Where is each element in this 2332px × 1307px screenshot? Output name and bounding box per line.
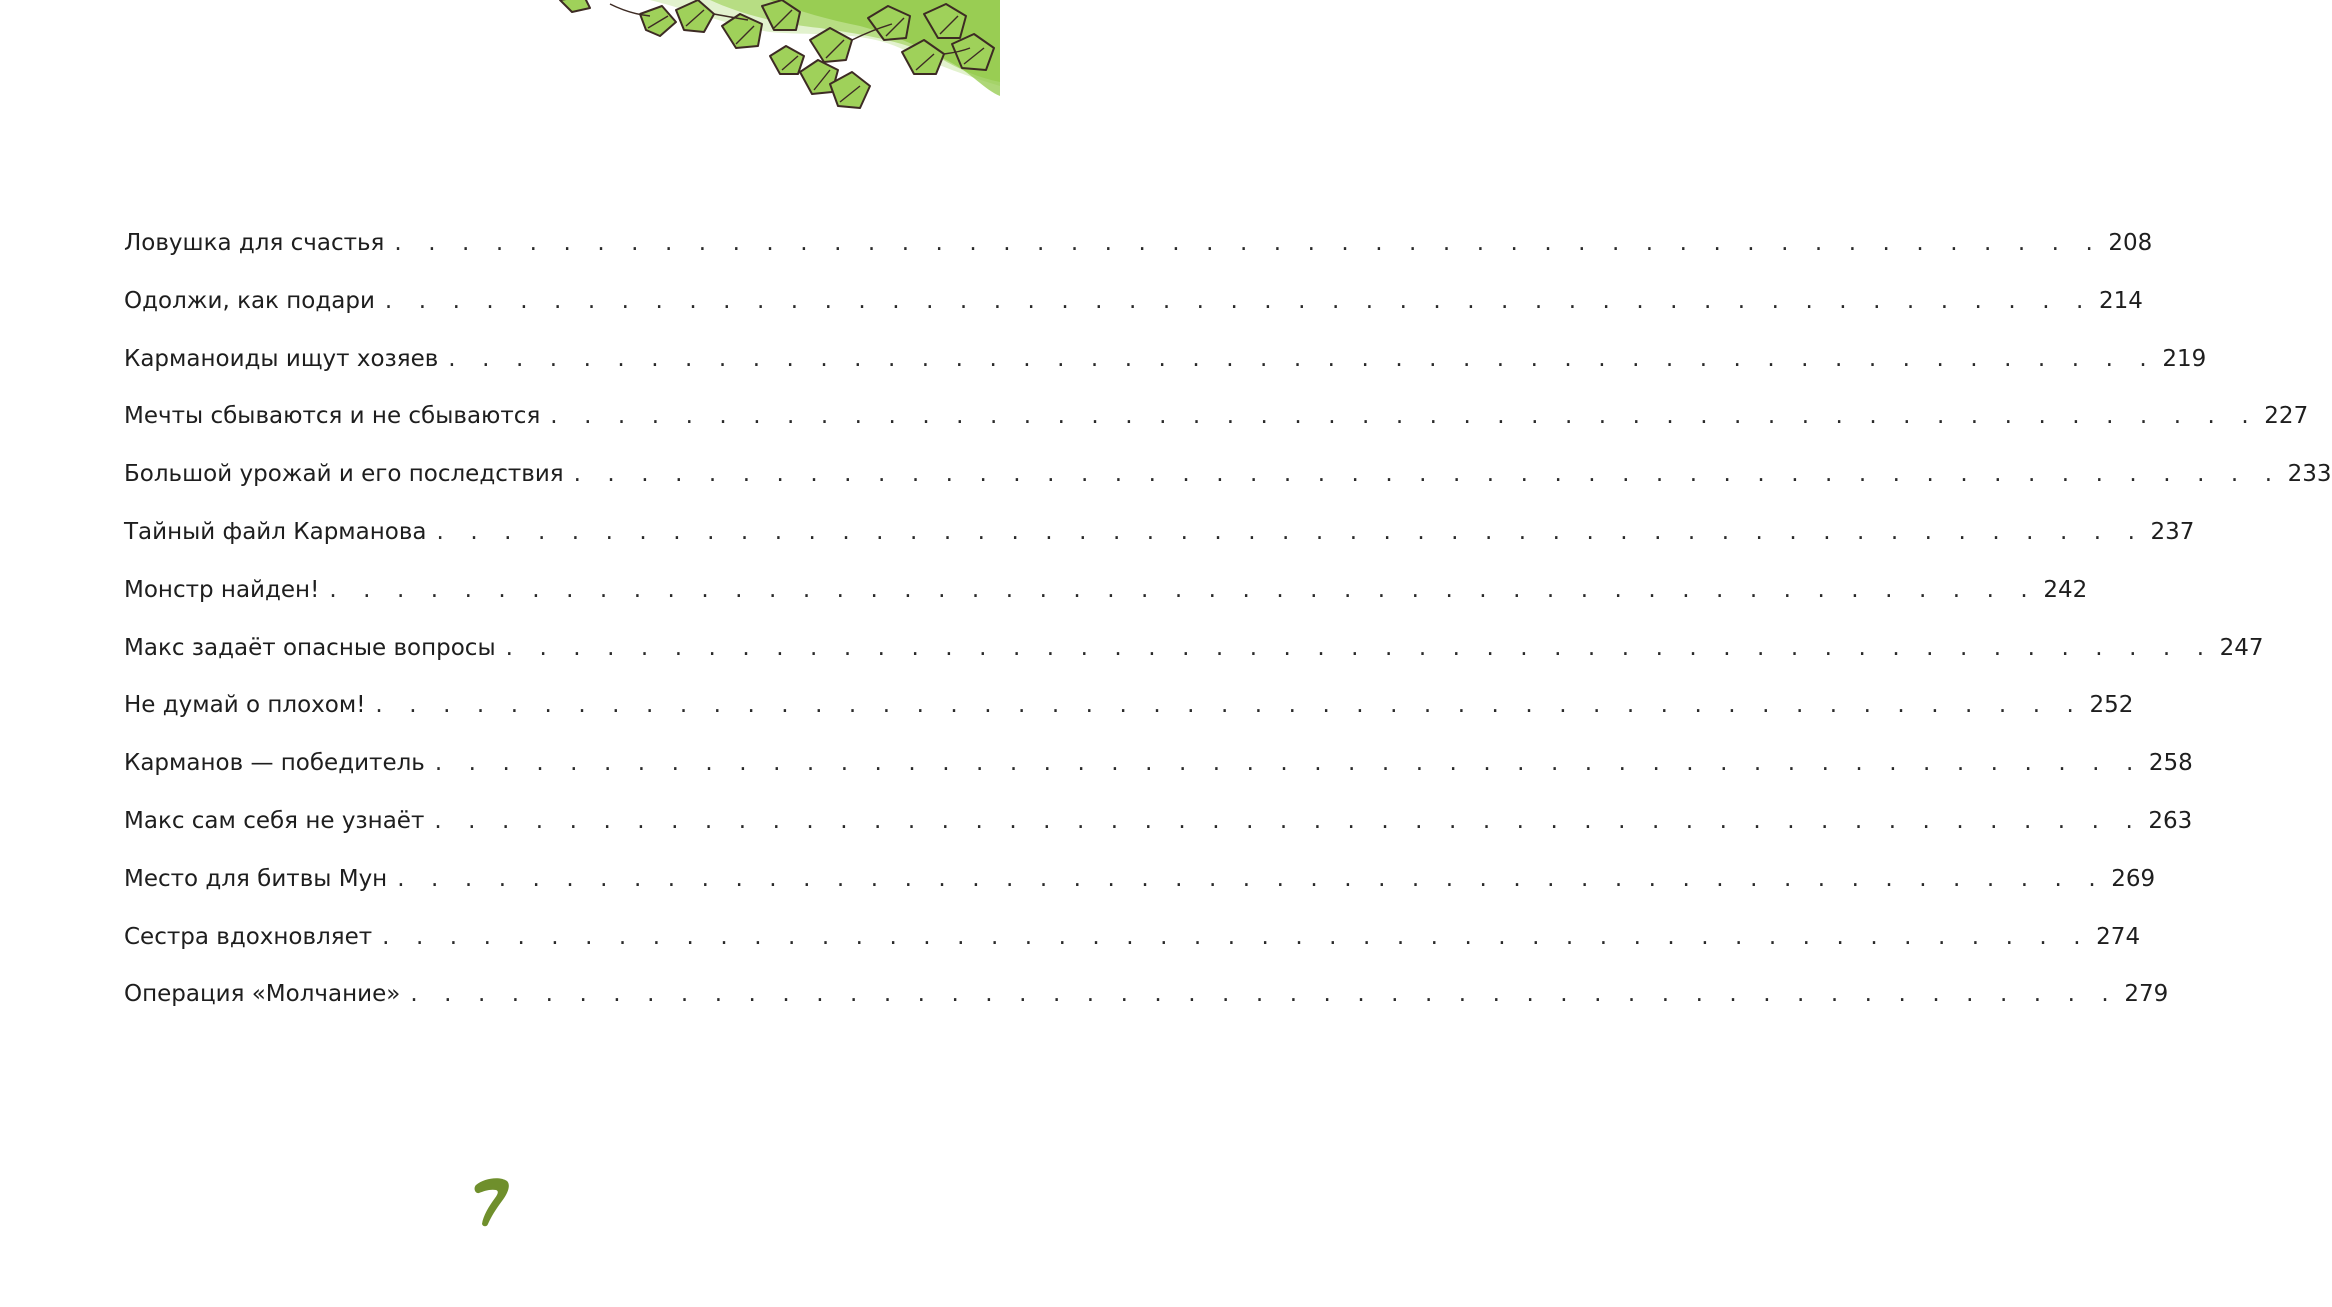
toc-entry — [124, 345, 2207, 406]
toc-entry — [124, 634, 2264, 695]
toc-entry-title: Место для битвы Мун — [124, 865, 388, 892]
toc-entry-title: Сестра вдохновляет — [124, 923, 373, 950]
toc-entry — [124, 576, 2088, 637]
toc-entry — [124, 461, 2332, 521]
dot-leader: . . . . . . . . . . . . . . . . . . . . . . . . . . . . . . . . . . . . . . . . . . . . . . . . . . . — [434, 750, 2143, 777]
toc-entry-page: 252 — [2089, 692, 2134, 719]
dot-leader: . . . . . . . . . . . . . . . . . . . . . . . . . . . . . . . . . . . . . . . . . . . . . . . . . . . — [573, 461, 2282, 488]
toc-entry — [124, 287, 2143, 348]
toc-entry-title: Карманов — победитель — [124, 750, 425, 777]
leaves-icon — [500, 0, 1000, 130]
toc-entry-title: Макс задаёт опасные вопросы — [124, 634, 496, 661]
dot-leader: . . . . . . . . . . . . . . . . . . . . . . . . . . . . . . . . . . . . . . . . . . . . . . . . . . . — [384, 287, 2093, 314]
toc-entry-title: Мечты сбываются и не сбываются — [124, 403, 541, 430]
toc-entry — [124, 807, 2193, 868]
toc-entry — [124, 692, 2134, 752]
toc-entry-page: 208 — [2108, 230, 2153, 256]
dot-leader: . . . . . . . . . . . . . . . . . . . . . . . . . . . . . . . . . . . . . . . . . . . . . . . . . . . — [505, 634, 2214, 661]
dot-leader: . . . . . . . . . . . . . . . . . . . . . . . . . . . . . . . . . . . . . . . . . . . . . . . . . . . — [382, 923, 2091, 950]
toc-entry-page: 242 — [2043, 576, 2088, 603]
dot-leader: . . . . . . . . . . . . . . . . . . . . . . . . . . . . . . . . . . . . . . . . . . . . . . . . . . . — [397, 865, 2106, 892]
toc-entry — [124, 923, 2141, 984]
toc-entry-title: Ловушка для счастья — [124, 230, 385, 256]
toc-entry — [124, 230, 2153, 290]
toc-entry-title: Не думай о плохом! — [124, 692, 366, 719]
toc-entry-title: Карманоиды ищут хозяев — [124, 345, 439, 372]
dot-leader: . . . . . . . . . . . . . . . . . . . . . . . . . . . . . . . . . . . . . . . . . . . . . . . . . . . — [436, 518, 2145, 545]
toc-entry-page: 269 — [2111, 865, 2156, 892]
toc-entry-page: 237 — [2150, 518, 2195, 545]
toc-entry — [124, 403, 2309, 463]
toc-entry — [124, 865, 2156, 926]
toc-entry-page: 279 — [2124, 981, 2169, 1008]
toc-entry-page: 274 — [2096, 923, 2141, 950]
dot-leader: . . . . . . . . . . . . . . . . . . . . . . . . . . . . . . . . . . . . . . . . . . . . . . . . . . . — [410, 981, 2119, 1008]
dot-leader: . . . . . . . . . . . . . . . . . . . . . . . . . . . . . . . . . . . . . . . . . . . . . . . . . . . — [375, 692, 2084, 719]
dot-leader: . . . . . . . . . . . . . . . . . . . . . . . . . . . . . . . . . . . . . . . . . . . . . . . . . . . — [394, 230, 2103, 256]
dot-leader: . . . . . . . . . . . . . . . . . . . . . . . . . . . . . . . . . . . . . . . . . . . . . . . . . . . — [550, 403, 2259, 430]
toc-entry-title: Монстр найден! — [124, 576, 320, 603]
dot-leader: . . . . . . . . . . . . . . . . . . . . . . . . . . . . . . . . . . . . . . . . . . . . . . . . . . . — [448, 345, 2157, 372]
toc-entry-page: 219 — [2162, 345, 2207, 372]
toc-entry-title: Операция «Молчание» — [124, 981, 401, 1008]
dot-leader: . . . . . . . . . . . . . . . . . . . . . . . . . . . . . . . . . . . . . . . . . . . . . . . . . . . — [329, 576, 2038, 603]
toc-entry-page: 247 — [2219, 634, 2264, 661]
page-number-7-icon — [472, 1176, 512, 1228]
toc-entry-page: 233 — [2287, 461, 2332, 488]
toc-entry-title: Макс сам себя не узнаёт — [124, 807, 425, 834]
toc-entry-title: Одолжи, как подари — [124, 287, 375, 314]
dot-leader: . . . . . . . . . . . . . . . . . . . . . . . . . . . . . . . . . . . . . . . . . . . . . . . . . . . — [434, 807, 2143, 834]
toc-entry-page: 263 — [2148, 807, 2193, 834]
toc-entry-page: 227 — [2264, 403, 2309, 430]
toc-entry-page: 258 — [2148, 750, 2193, 777]
toc-entry — [124, 981, 2169, 1041]
toc-entry-title: Тайный файл Карманова — [124, 518, 427, 545]
toc-entry-title: Большой урожай и его последствия — [124, 461, 564, 488]
toc-entry-page: 214 — [2098, 287, 2143, 314]
toc-entry — [124, 750, 2193, 810]
table-of-contents — [124, 230, 2332, 1041]
toc-entry — [124, 518, 2195, 579]
